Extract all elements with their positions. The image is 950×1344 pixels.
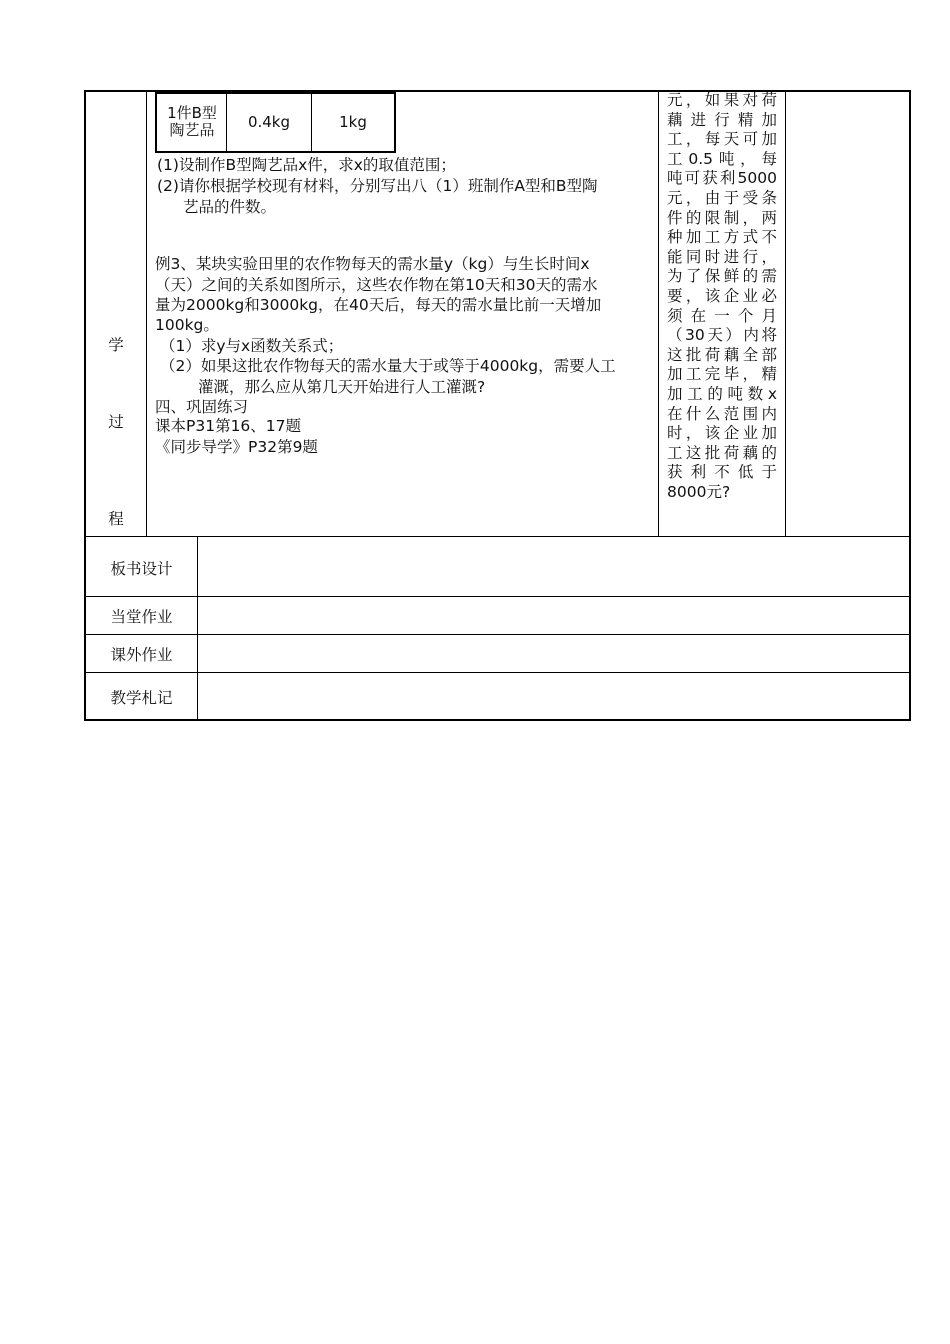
side-label: 过: [108, 413, 124, 431]
side-label: 程: [108, 510, 124, 528]
border-right: [909, 90, 911, 721]
text-line: 加工完毕，精: [667, 365, 777, 384]
text-line: 元，如果对荷: [667, 91, 777, 109]
text-line: 例3、某块实验田里的农作物每天的需水量y（kg）与生长时间x: [155, 255, 590, 273]
text-line: (1)设制作B型陶艺品x件，求x的取值范围；: [157, 156, 456, 174]
table-cell: 1件B型陶艺品: [167, 104, 217, 139]
row-label-board-design: 板书设计: [110, 560, 173, 578]
text-line: （30天）内将: [667, 326, 777, 345]
text-line: （1）求y与x函数关系式；: [160, 337, 344, 355]
text-line: 工，每天可加: [667, 130, 777, 149]
text-line: （2）如果这批农作物每天的需水量大于或等于4000kg，需要人工: [160, 357, 616, 375]
text-line: 100kg。: [155, 316, 219, 334]
text-line: 吨可获利5000: [667, 169, 777, 188]
text-line: 《同步导学》P32第9题: [155, 438, 318, 456]
text-line: 能同时进行，: [667, 247, 777, 266]
text-line: 时，该企业加: [667, 424, 777, 443]
text-line: 灌溉，那么应从第几天开始进行人工灌溉?: [198, 378, 486, 396]
text-line: 件的限制，两: [667, 208, 777, 227]
text-line: 课本P31第16、17题: [155, 417, 302, 435]
text-line: 元，由于受条: [667, 189, 777, 207]
divider: [84, 634, 911, 635]
text-line: 在什么范围内: [667, 404, 777, 423]
text-line: 这批荷藕全部: [667, 345, 777, 364]
divider: [84, 596, 911, 597]
divider: [785, 90, 786, 536]
text-line: (2)请你根据学校现有材料，分别写出八（1）班制作A型和B型陶: [157, 177, 598, 195]
row-label-teaching-notes: 教学札记: [110, 689, 173, 707]
divider: [84, 672, 911, 673]
border-bottom: [84, 719, 911, 721]
text-line: 工0.5吨，每: [667, 149, 777, 168]
text-line: 种加工方式不: [667, 228, 777, 247]
divider: [197, 536, 198, 720]
table-cell: 0.4kg: [247, 112, 291, 131]
text-line: 量为2000kg和3000kg，在40天后，每天的需水量比前一天增加: [155, 296, 602, 314]
text-line: 工这批荷藕的: [667, 443, 777, 462]
divider: [84, 536, 911, 537]
side-label: 学: [108, 336, 124, 354]
text-line: 加工的吨数x: [667, 385, 777, 403]
text-line: 艺品的件数。: [183, 198, 277, 216]
text-line: 藕进行精加: [667, 110, 777, 129]
row-label-classwork: 当堂作业: [110, 608, 173, 626]
row-label-homework: 课外作业: [110, 646, 173, 664]
table-cell: 1kg: [339, 112, 367, 131]
text-line: 要，该企业必: [667, 287, 777, 305]
text-line: 四、巩固练习: [155, 398, 249, 416]
text-line: 为了保鲜的需: [667, 267, 777, 286]
text-line: （天）之间的关系如图所示，这些农作物在第10天和30天的需水: [155, 276, 598, 294]
text-line: 须在一个月: [667, 306, 777, 325]
text-line: 8000元?: [667, 483, 731, 501]
divider: [658, 90, 659, 536]
text-line: 获利不低于: [667, 463, 777, 482]
divider: [146, 90, 147, 536]
